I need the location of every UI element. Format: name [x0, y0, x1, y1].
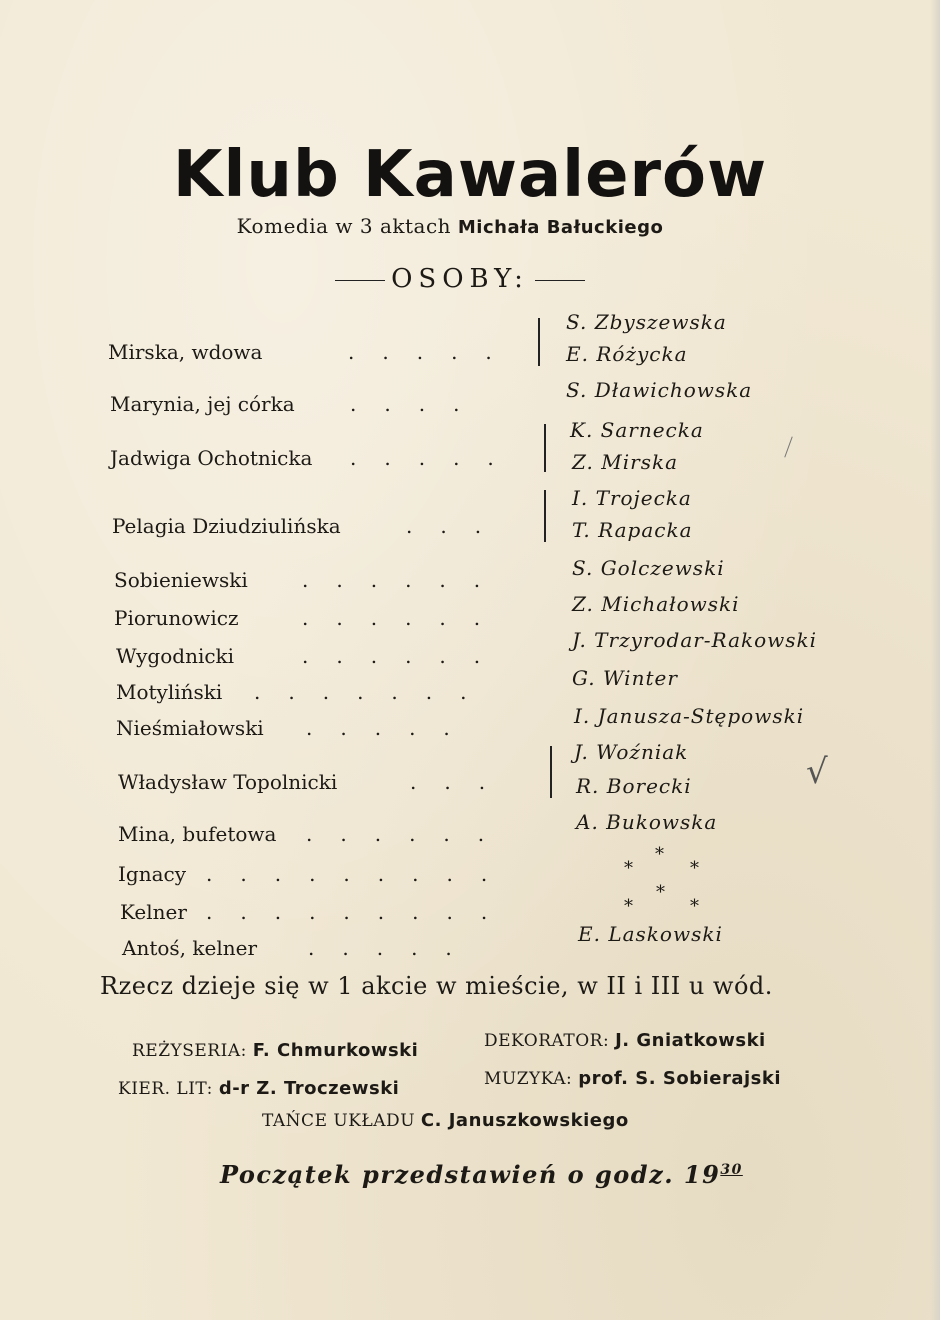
start-time-minutes: 30 — [720, 1162, 743, 1178]
credit-music — [484, 1068, 781, 1089]
asterisk-ornament: * — [624, 896, 633, 917]
start-time-line — [220, 1160, 780, 1189]
leader-dots: ..... — [348, 340, 520, 364]
role-name: Motyliński — [116, 680, 223, 704]
actor-name: K. Sarnecka — [570, 418, 704, 442]
credit-value: prof. S. Sobierajski — [578, 1068, 781, 1089]
actor-name: S. Dławichowska — [566, 378, 753, 402]
actor-name: E. Różycka — [566, 342, 688, 366]
role-name: Pelagia Dziudziulińska — [112, 514, 341, 538]
leader-dots: ...... — [302, 606, 509, 630]
credit-label: REŻYSERIA: — [132, 1041, 247, 1061]
leader-dots: ..... — [350, 446, 522, 470]
role-name: Kelner — [120, 900, 187, 924]
credit-label: MUZYKA: — [484, 1069, 573, 1089]
actor-name: S. Golczewski — [572, 556, 725, 580]
leader-dots: .... — [350, 392, 488, 416]
credit-label: TAŃCE UKŁADU — [262, 1111, 416, 1131]
heading-rule-right — [535, 280, 585, 281]
credit-label: KIER. LIT: — [118, 1079, 213, 1099]
actor-name: I. Janusza-Stępowski — [574, 704, 805, 728]
actor-name: T. Rapacka — [572, 518, 693, 542]
leader-dots: ... — [406, 514, 510, 538]
leader-dots: ...... — [302, 568, 509, 592]
cast-heading — [310, 264, 610, 294]
role-bracket — [544, 490, 554, 542]
role-bracket — [544, 424, 554, 472]
role-name: Mina, bufetowa — [118, 822, 277, 846]
actor-name: S. Zbyszewska — [566, 310, 727, 334]
start-time-text: Początek przedstawień o godz. 19 — [220, 1160, 721, 1189]
role-bracket — [538, 318, 548, 366]
leader-dots: ......... — [206, 900, 516, 924]
actor-name: Z. Michałowski — [572, 592, 740, 616]
leader-dots: ......... — [206, 862, 516, 886]
setting-line: Rzecz dzieje się w 1 akcie w mieście, w II i III u wód. — [100, 972, 773, 1000]
role-name: Mirska, wdowa — [108, 340, 263, 364]
credit-label: DEKORATOR: — [484, 1031, 610, 1051]
cast-heading-text: OSOBY: — [391, 264, 529, 294]
role-name: Władysław Topolnicki — [118, 770, 338, 794]
credit-value: d-r Z. Troczewski — [218, 1078, 400, 1099]
play-title: Klub Kawalerów — [172, 138, 768, 212]
role-name: Nieśmiałowski — [116, 716, 264, 740]
leader-dots: ... — [410, 770, 514, 794]
asterisk-ornament: * — [690, 896, 699, 917]
actor-name: A. Bukowska — [576, 810, 718, 834]
asterisk-ornament: * — [656, 882, 665, 903]
role-name: Antoś, kelner — [122, 936, 258, 960]
actor-name: I. Trojecka — [572, 486, 692, 510]
credit-value: C. Januszkowskiego — [420, 1110, 629, 1131]
play-subtitle — [0, 214, 900, 238]
credit-designer — [484, 1030, 766, 1051]
subtitle-author: Michała Bałuckiego — [457, 217, 664, 238]
role-name: Sobieniewski — [114, 568, 248, 592]
actor-name: G. Winter — [572, 666, 678, 690]
asterisk-ornament: * — [624, 858, 633, 879]
role-name: Marynia, jej córka — [110, 392, 295, 416]
asterisk-ornament: * — [655, 844, 664, 865]
role-bracket — [550, 746, 560, 798]
asterisk-ornament: * — [690, 858, 699, 879]
subtitle-text: Komedia w 3 aktach — [236, 214, 452, 238]
actor-name: Z. Mirska — [572, 450, 679, 474]
actor-name: E. Laskowski — [578, 922, 723, 946]
role-name: Piorunowicz — [114, 606, 239, 630]
actor-name: J. Trzyrodar-Rakowski — [572, 628, 818, 652]
leader-dots: ....... — [254, 680, 495, 704]
role-name: Wygodnicki — [116, 644, 235, 668]
leader-dots: ..... — [308, 936, 480, 960]
credit-literary — [118, 1078, 399, 1099]
credit-dance — [262, 1110, 629, 1131]
role-name: Ignacy — [118, 862, 187, 886]
credit-value: J. Gniatkowski — [615, 1030, 766, 1051]
credit-director — [132, 1040, 418, 1061]
role-name: Jadwiga Ochotnicka — [110, 446, 313, 470]
heading-rule-left — [335, 280, 385, 281]
leader-dots: ...... — [306, 822, 513, 846]
leader-dots: ...... — [302, 644, 509, 668]
actor-name: R. Borecki — [576, 774, 692, 798]
credit-value: F. Chmurkowski — [252, 1040, 419, 1061]
check-mark-icon: √ — [806, 752, 828, 792]
actor-name: J. Woźniak — [574, 740, 689, 764]
leader-dots: ..... — [306, 716, 478, 740]
